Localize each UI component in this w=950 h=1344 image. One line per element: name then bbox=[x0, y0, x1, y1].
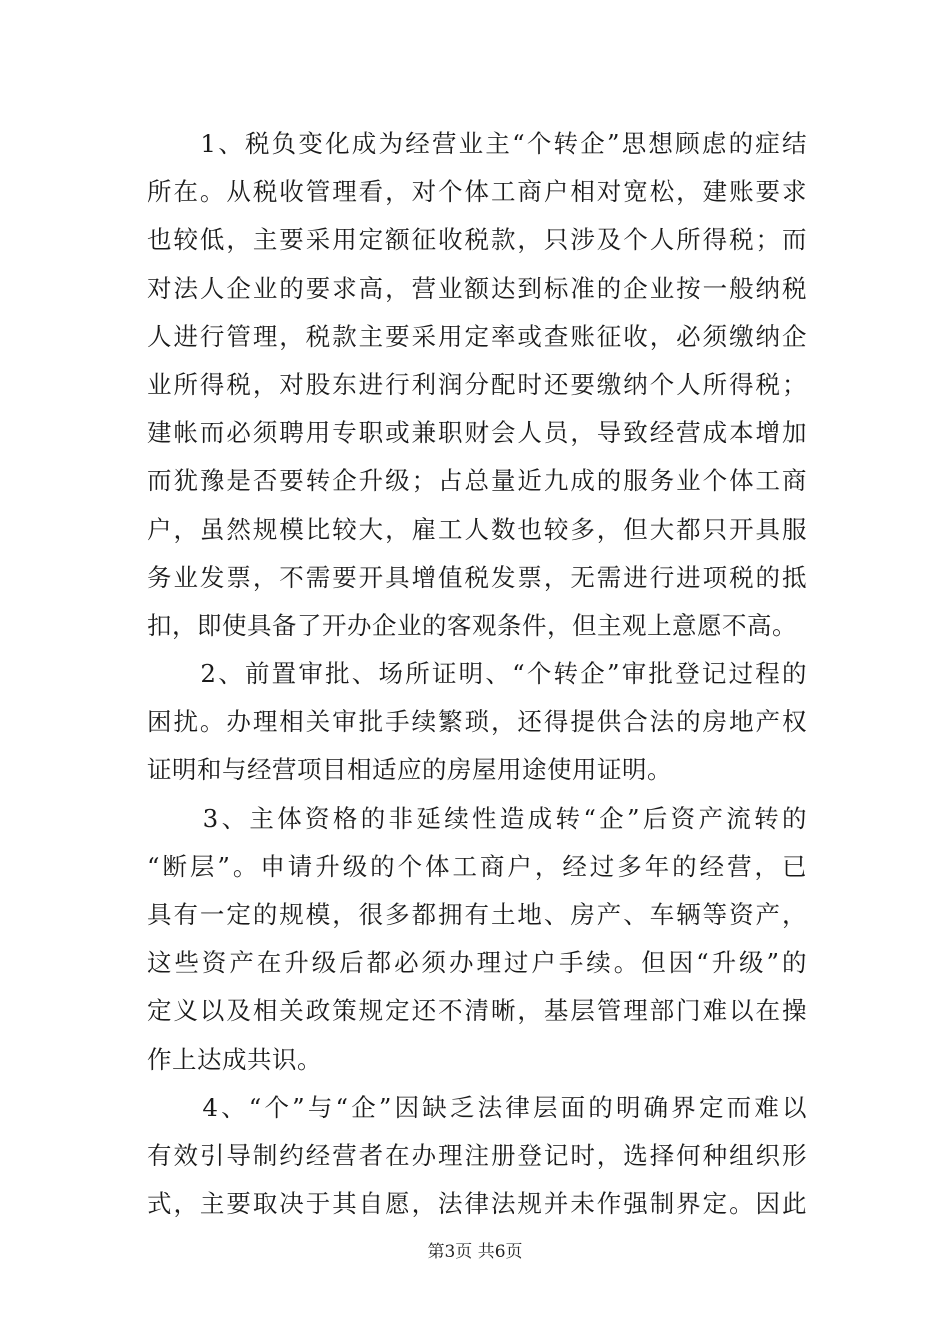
text-line: 3、主体资格的非延续性造成转“企”后资产流转的 bbox=[147, 803, 807, 833]
text-line: 务业发票，不需要开具增值税发票，无需进行进项税的抵 bbox=[147, 562, 807, 592]
text-line: 证明和与经营项目相适应的房屋用途使用证明。 bbox=[147, 755, 672, 785]
text-line: 1、税负变化成为经营业主“个转企”思想顾虑的症结 bbox=[147, 129, 807, 158]
text-line: 所在。从税收管理看，对个体工商户相对宽松，建账要求 bbox=[147, 177, 807, 207]
text-line: 2、前置审批、场所证明、“个转企”审批登记过程的 bbox=[147, 659, 807, 689]
text-line: 也较低，主要采用定额征收税款，只涉及个人所得税；而 bbox=[147, 225, 807, 255]
text-line: 具有一定的规模，很多都拥有土地、房产、车辆等资产， bbox=[147, 900, 807, 929]
text-line: 4、“个”与“企”因缺乏法律层面的明确界定而难以 bbox=[147, 1092, 807, 1122]
document-body bbox=[147, 120, 807, 1228]
text-line: 定义以及相关政策规定还不清晰，基层管理部门难以在操 bbox=[147, 996, 807, 1026]
text-line: 对法人企业的要求高，营业额达到标准的企业按一般纳税 bbox=[147, 273, 807, 303]
text-line: 困扰。办理相关审批手续繁琐，还得提供合法的房地产权 bbox=[147, 707, 807, 737]
text-line: 而犹豫是否要转企升级；占总量近九成的服务业个体工商 bbox=[147, 466, 807, 496]
text-line: 户，虽然规模比较大，雇工人数也较多，但大都只开具服 bbox=[147, 514, 807, 544]
text-line: “断层”。申请升级的个体工商户，经过多年的经营，已 bbox=[147, 851, 807, 881]
text-line: 有效引导制约经营者在办理注册登记时，选择何种组织形 bbox=[147, 1140, 807, 1170]
text-line: 式，主要取决于其自愿，法律法规并未作强制界定。因此 bbox=[147, 1189, 807, 1219]
text-line: 作上达成共识。 bbox=[147, 1044, 322, 1074]
text-line: 扣，即使具备了开办企业的客观条件，但主观上意愿不高。 bbox=[147, 610, 797, 640]
text-line: 这些资产在升级后都必须办理过户手续。但因“升级”的 bbox=[147, 948, 807, 978]
text-line: 建帐而必须聘用专职或兼职财会人员，导致经营成本增加 bbox=[147, 418, 807, 448]
text-line: 业所得税，对股东进行利润分配时还要缴纳个人所得税； bbox=[147, 369, 807, 399]
text-line: 人进行管理，税款主要采用定率或查账征收，必须缴纳企 bbox=[147, 321, 807, 351]
page-number-footer: 第3页 共6页 bbox=[427, 1242, 523, 1262]
